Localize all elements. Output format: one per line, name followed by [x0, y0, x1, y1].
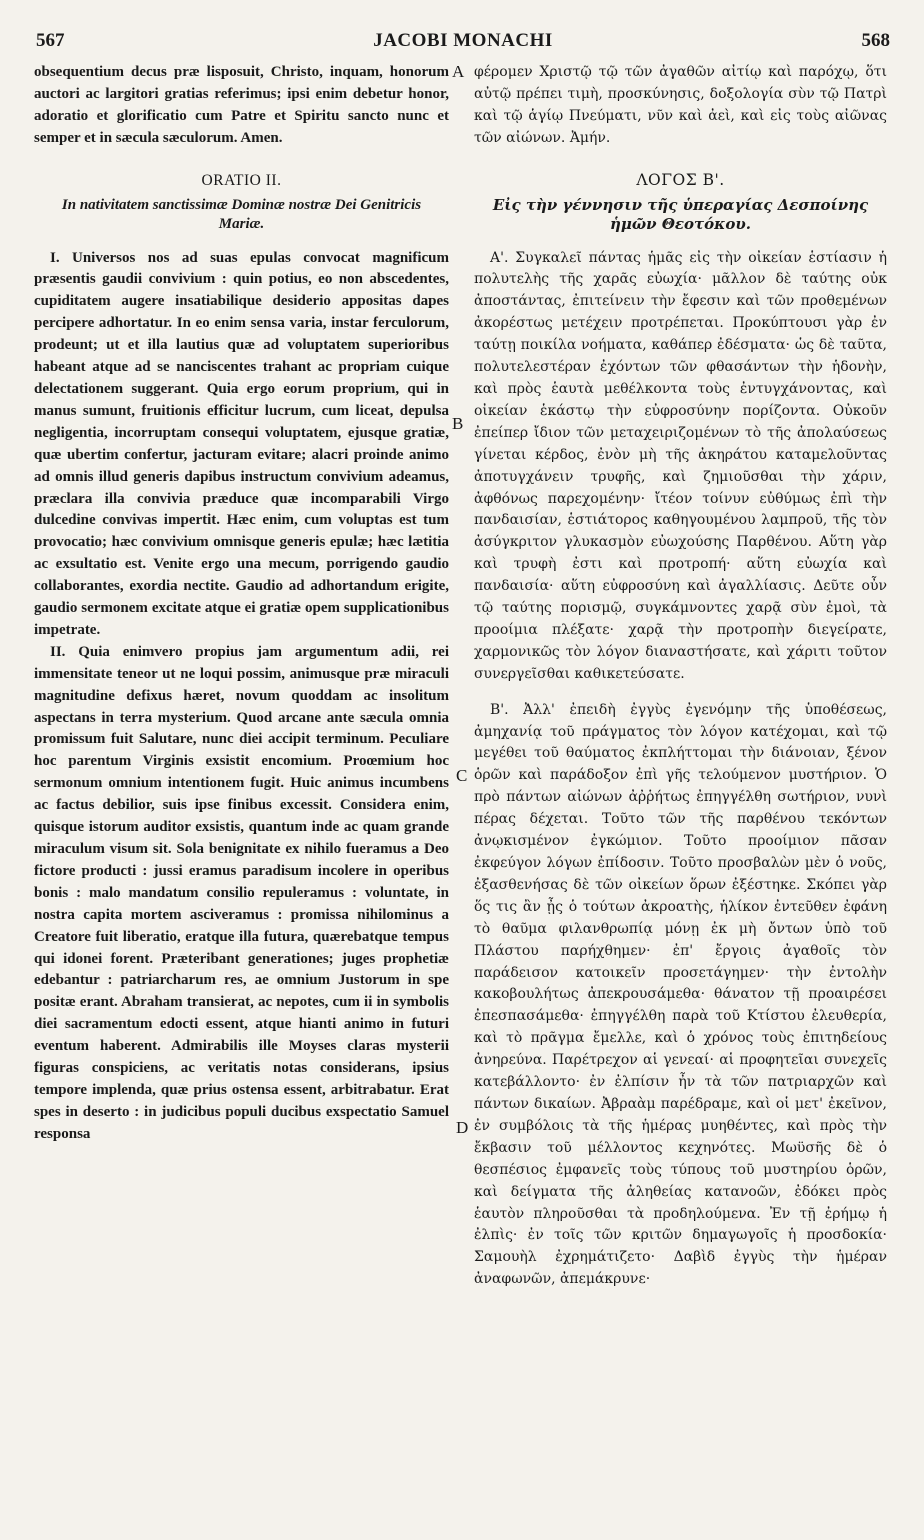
greek-column — [474, 62, 887, 1291]
latin-subtitle: In nativitatem sanctissimæ Dominæ nostræ Dei Genitricis Mariæ. — [61, 196, 422, 232]
latin-intro-paragraph: obsequentium decus præ lisposuit, Christo, inquam, honorum auctori ac largitori gratias referimus; ipsi enim debetur honor, adoratio et glorificatio cum Patre et Spiritu sancto nunc et semper et in sæcula sæculorum. Amen. — [34, 64, 449, 146]
greek-paragraph-2: Β'. Ἀλλ' ἐπειδὴ ἐγγὺς ἐγενόμην τῆς ὑποθέσεως, ἀμηχανίᾳ τοῦ πράγματος τὸν λόγον κατέχομαι, καὶ τῷ μεγέθει τοῦ θαύματος ἐκπλήττομαι τὴν διάνοιαν, ξένον ὁρῶν καὶ παράδοξον ἐπὶ γῆς τελούμενον μυστήριον. Ὁ πρὸ πάντων αἰώνων ἀῤῥήτως ἐπηγγέλθη σωτήριον, νυνὶ πέρας δέχεται. Τοῦτο τῶν τῆς παρθένου τεκόντων ἀνῳκισμένον ἐγκώμιον. Τοῦτο προοίμιον πᾶσαν ἐκφεύγον λόγων ἐπίδοσιν. Τοῦτο προσβαλὼν μὲν ὁ νοῦς, ἐξασθενήσας δὲ τῶν οἰκείων ὅρων ἐξέστηκε. Σκόπει γὰρ ὅς τις ἂν ᾖς ὁ τούτων ἀκροατὴς, ἡλίκον ἐντεῦθεν ἐφάνη τὸ θαῦμα φιλανθρωπίᾳ μόνῃ ἐκ μὴ ὄντων ὑπὸ τοῦ Πλάστου παρήχθημεν· ἐπ' ἔργοις ἀγαθοῖς τὸν παράδεισον κατοικεῖν προσετάγημεν· τὴν ἐντολὴν κακοβουλήτως ἀπεκρουσάμεθα· θάνατον τῇ προαιρέσει ἐπεσπασάμεθα· ἐπηγγέλθη παρὰ τοῦ Κτίστου ἐλευθερία, καὶ τὸ πρᾶγμα ἔμελλε, καὶ ὁ χρόνος τοὺς ἐπιτηδείους ἀνηρεύνα. Παρέτρεχον αἱ γενεαί· αἱ προφητεῖαι συνεχεῖς κατεβάλλοντο· ἐν ἐλπίσιν ἦν τὰ τῶν πατριαρχῶν καὶ πάντων δικαίων. Ἀβραὰμ παρέδραμε, καὶ οἱ μετ' ἐκεῖνον, ἐν συμβόλοις τὰ τῆς ἡμέρας μυηθέντες, καὶ πρὸς τὴν ἔκβασιν τοῦ μέλλοντος κεχηνότες. Μωϋσῆς δὲ ὁ θεσπέσιος ἐμφανεῖς τοὺς τύπους τοῦ μυστηρίου ὁρῶν, καὶ δείγματα τῆς ἀληθείας κατανοῶν, ἐδόκει πρὸς ἑαυτὸν πληροῦσθαι τὰ προδηλούμενα. Ἐν τῇ ἐρήμῳ ἡ ἐλπὶς· ἐν τοῖς τῶν κριτῶν δημαγωγοῖς ἡ προσδοκία· Σαμουὴλ ἐχρημάτιζετο· Δαβὶδ ἐγγὺς τὴν ἡμέραν ἀναφωνῶν, ἀπεμάκρυνε· — [474, 701, 887, 1288]
latin-paragraph-1: I. Universos nos ad suas epulas convocat magnificum præsentis gaudii convivium : quin potius, eo non abscedentes, cupiditatem augere insatiabilique desiderio appositas dapes percipere adhortatur. In eo enim sensa varia, instar ferculorum, prodeunt; ut et illa lautius quæ ad voluptatem superioribus habeant atque ad se nanciscentes trahant ac propriam cuique delectationem suggerant. Quia ergo eorum proprium, qui in manus sumunt, fruitionis efficitur lucrum, cum liceat, depulsa negligentia, incorruptam consequi voluptatem, ejusque gratiæ, quæ ubertim confertur, jacturam evitare; alacri proinde animo ad omnis illud generis dapibus instructum convivium adeamus, præclara illa convivia præduce quæ incomparabili Virgo dulcedine convivas impertit. Hæc enim, cum voluptas est tum provocatio; hæc convivium omnisque generis epulæ; hæc lætitia ac exsultatio est. Venite ergo una mecum, porrigendo gaudio collaborantes, exordia nectite. Gaudio ad adhortandum erigite, gaudio sermonem excitate atque ei gratiæ opem supplicationibus impetrate. — [34, 249, 449, 638]
running-title: JACOBI MONACHI — [373, 30, 553, 51]
greek-intro-paragraph: φέρομεν Χριστῷ τῷ τῶν ἀγαθῶν αἰτίῳ καὶ παρόχῳ, ὅτι αὐτῷ πρέπει τιμὴ, προσκύνησις, δοξολογία σὺν τῷ Πατρὶ καὶ τῷ ἁγίῳ Πνεύματι, νῦν καὶ ἀεὶ, καὶ εἰς τοὺς αἰῶνας τῶν αἰώνων. Ἀμήν. — [474, 64, 887, 146]
greek-subtitle: Εἰς τὴν γέννησιν τῆς ὑπεραγίας Δεσποίνης ἡμῶν Θεοτόκου. — [492, 195, 869, 233]
page-number-right: 568 — [861, 30, 890, 51]
running-header — [36, 30, 890, 58]
greek-heading: ΛΟΓΟΣ Β'. — [636, 170, 725, 189]
margin-marker-d: D — [456, 1118, 469, 1137]
margin-marker-c: C — [456, 766, 468, 785]
latin-column — [34, 62, 449, 1146]
margin-marker-a: A — [452, 62, 465, 81]
latin-heading: ORATIO II. — [201, 171, 282, 189]
latin-paragraph-2: II. Quia enimvero propius jam argumentum adii, rei immensitate teneor ut ne loqui possim, animusque præ miraculi magnitudine defixus hæret, novum quoddam ac insolitum aspectans in terra mysterium. Quod arcane ante sæcula omnia promissum fuit Salutare, nunc diei accipit terminum. Peculiare hoc parentum Virginis exsistit encomium. Proœmium hoc sermonum omnium intentionem fugit. Huic animus incumbens ac factus debilior, suis ipse finibus excessit. Considera enim, quisque istorum auditor exsistis, quantum inde ac quam grande miraculum visum sit. Sola benignitate ex nihilo fueramus a Deo fictore producti : jussi eramus paradisum incolere in operibus bonis : malo mandatum consilio repuleramus : voluntate, in nostra capita mortem asciveramus : promissa nihilominus a Creatore fuit liberatio, eratque illa futura, quærebatque tempus qui idonei forent. Præteribant generationes; juges prophetiæ edebantur : patriarcharum res, ae omnium Justorum in spe positæ erant. Abraham transierat, ac nepotes, cum ii in symbolis diei sacramentum edocti essent, atque hianti animo in futuri eventum haberent. Admirabilis ille Moyses claras mysterii figuras conspiciens, ac veritatis notas considerans, ipsius tempore implenda, quæ prius ostensa essent, arbitrabatur. Erat spes in deserto : in judicibus populi ducibus exspectatio Samuel responsa — [34, 643, 449, 1142]
margin-marker-b: B — [452, 414, 464, 433]
greek-paragraph-1: Α'. Συγκαλεῖ πάντας ἡμᾶς εἰς τὴν οἰκείαν ἑστίασιν ἡ πολυτελὴς τῆς χαρᾶς εὐωχία· μᾶλλον δὲ ταύτης οὐκ ἀποστάντας, ἐπιτείνειν τὴν ἔφεσιν καὶ τῶν προθεμένων ἀκορέστως μετέχειν προτρέπεται. Προκύπτουσι γὰρ ἐν ταύτῃ ποικίλα νοήματα, καθάπερ ἐδέσματα· ὡς δὲ ταῦτα, πολυτελεστέραν ἐχόντων τῶν φθασάντων τὴν ἡδονὴν, καὶ πρὸς ἑαυτὰ μεθέλκοντα τοὺς ἐντυγχάνοντας, καὶ οἰκείαν ἑκάστῳ τὴν εὐφροσύνην πορίζοντα. Οὐκοῦν ἐπείπερ ἴδιον τῶν μεταχειριζομένων τὸ τῆς ἀπολαύσεως γίνεται κέρδος, ἐνὸν μὴ τῆς ἀκηράτου καταμελοῦντας ἀποτυγχάνειν τρυφῆς, καὶ ζημιοῦσθαι τὴν χάριν, ἀφθόνως παρεχομένην· ἴτέον τοίνυν εὐθύμως ἐπὶ τὴν πανδαισίαν, ἑστιάτορος καθηγουμένου λαμπροῦ, τῆς τὸν ἀσύγκριτον γλυκασμὸν εὐωχούσης Παρθένου. Αὕτη γὰρ καὶ τρυφὴ ἐστι καὶ προτροπή· αὕτη εὐωχία καὶ πανδαισία· αὕτη εὐφροσύνη καὶ ἀγαλλίασις. Δεῦτε οὖν τῷ ταύτης πορισμῷ, συγκάμνοντες χαρᾷ σὺν ἐμοὶ, τὰ προοίμια πλέξατε· χαρᾷ τὴν προτροπὴν διεγείρατε, χαρμονικῶς τὸν λόγον διαναστήσατε, καὶ χάριτι τοῦτον συνεργεῖσθαι καθικετεύσατε. — [474, 249, 887, 682]
page-number-left: 567 — [36, 30, 65, 51]
